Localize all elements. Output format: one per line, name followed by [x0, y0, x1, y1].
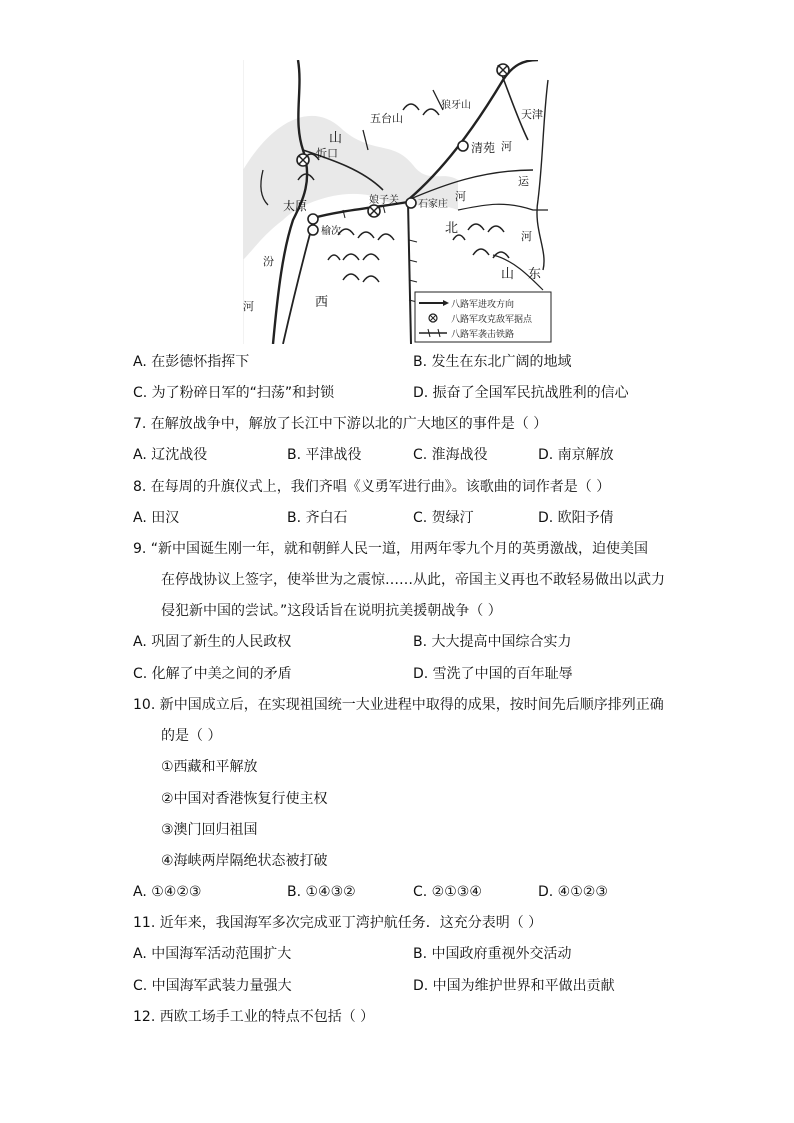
q8-stem: 8. 在每周的升旗仪式上，我们齐唱《义勇军进行曲》。该歌曲的词作者是（ ）	[133, 479, 611, 495]
legend-captured-stronghold: 八路军攻克敌军据点	[451, 315, 533, 325]
q6-option-c: C. 为了粉碎日军的“扫荡”和封锁	[133, 385, 335, 401]
map-legend	[415, 292, 551, 342]
map-label-shan2: 山	[501, 267, 515, 282]
q9-option-c: C. 化解了中美之间的矛盾	[133, 666, 292, 682]
q7-option-c: C. 淮海战役	[413, 447, 488, 463]
q7-option-d: D. 南京解放	[538, 447, 614, 463]
q10-item-3: ③澳门回归祖国	[161, 822, 258, 838]
q11-option-c: C. 中国海军武装力量强大	[133, 978, 292, 994]
map-label-he1: 河	[501, 140, 512, 153]
q11-stem: 11. 近年来，我国海军多次完成亚丁湾护航任务．这充分表明（ ）	[133, 915, 543, 931]
map-label-bei: 北	[445, 221, 459, 236]
map-label-dong: 东	[528, 267, 542, 282]
hundred-regiments-map	[243, 60, 553, 344]
map-label-fen: 汾	[263, 255, 274, 268]
q10-item-2: ②中国对香港恢复行使主权	[161, 791, 328, 807]
q9-stem-line2: 在停战协议上签字，使举世为之震惊……从此，帝国主义再也不敢轻易做出以武力	[161, 572, 665, 588]
map-label-langyashan: 狼牙山	[441, 100, 471, 111]
q10-option-d: D. ④①②③	[538, 884, 608, 900]
q9-stem-line1: 9. “新中国诞生刚一年，就和朝鲜人民一道，用两年零九个月的英勇激战，迫使美国	[133, 541, 649, 557]
map-label-yun: 运	[518, 175, 529, 188]
map-label-xi: 西	[315, 295, 329, 310]
q8-option-c: C. 贺绿汀	[413, 510, 474, 526]
map-label-he2: 河	[455, 190, 466, 203]
q7-option-a: A. 辽沈战役	[133, 447, 208, 463]
q10-option-a: A. ①④②③	[133, 884, 202, 900]
map-label-shijiazhuang: 石家庄	[418, 199, 448, 210]
q9-option-b: B. 大大提高中国综合实力	[413, 634, 572, 650]
q7-stem: 7. 在解放战争中，解放了长江中下游以北的广大地区的事件是（ ）	[133, 416, 548, 432]
map-label-wutaishan: 五台山	[370, 112, 403, 125]
q6-option-a: A. 在彭德怀指挥下	[133, 354, 250, 370]
map-label-taiyuan: 太原	[283, 199, 308, 213]
q10-option-b: B. ①④③②	[287, 884, 356, 900]
q6-option-b: B. 发生在东北广阔的地域	[413, 354, 572, 370]
q10-item-4: ④海峡两岸隔绝状态被打破	[161, 853, 328, 869]
q8-option-d: D. 欧阳予倩	[538, 510, 614, 526]
q9-stem-line3: 侵犯新中国的尝试。”这段话旨在说明抗美援朝战争（ ）	[161, 603, 502, 619]
q11-option-d: D. 中国为维护世界和平做出贡献	[413, 978, 615, 994]
map-label-xinkou: 忻口	[316, 147, 338, 160]
map-label-he4: 河	[243, 300, 254, 313]
map-label-shan: 山	[329, 131, 343, 146]
q11-option-a: A. 中国海军活动范围扩大	[133, 946, 292, 962]
map-label-qingyuan: 清苑	[471, 141, 496, 155]
q10-stem-line2: 的是（ ）	[161, 728, 222, 744]
q6-option-d: D. 振奋了全国军民抗战胜利的信心	[413, 385, 629, 401]
map-label-yuci: 榆次	[321, 226, 341, 237]
q10-option-c: C. ②①③④	[413, 884, 482, 900]
map-label-tianjin: 天津	[521, 108, 543, 121]
q11-option-b: B. 中国政府重视外交活动	[413, 946, 572, 962]
map-label-niangziguan: 娘子关	[369, 195, 399, 206]
q8-option-a: A. 田汉	[133, 510, 180, 526]
legend-attack-direction: 八路军进攻方向	[451, 300, 515, 310]
q8-option-b: B. 齐白石	[287, 510, 348, 526]
q12-stem: 12. 西欧工场手工业的特点不包括（ ）	[133, 1009, 375, 1025]
q10-stem-line1: 10. 新中国成立后，在实现祖国统一大业进程中取得的成果，按时间先后顺序排列正确	[133, 697, 664, 713]
legend-railway-raid: 八路军袭击铁路	[451, 330, 515, 340]
q10-item-1: ①西藏和平解放	[161, 759, 258, 775]
q9-option-a: A. 巩固了新生的人民政权	[133, 634, 292, 650]
map-label-he3: 河	[521, 230, 532, 243]
q9-option-d: D. 雪洗了中国的百年耻辱	[413, 666, 573, 682]
q7-option-b: B. 平津战役	[287, 447, 362, 463]
